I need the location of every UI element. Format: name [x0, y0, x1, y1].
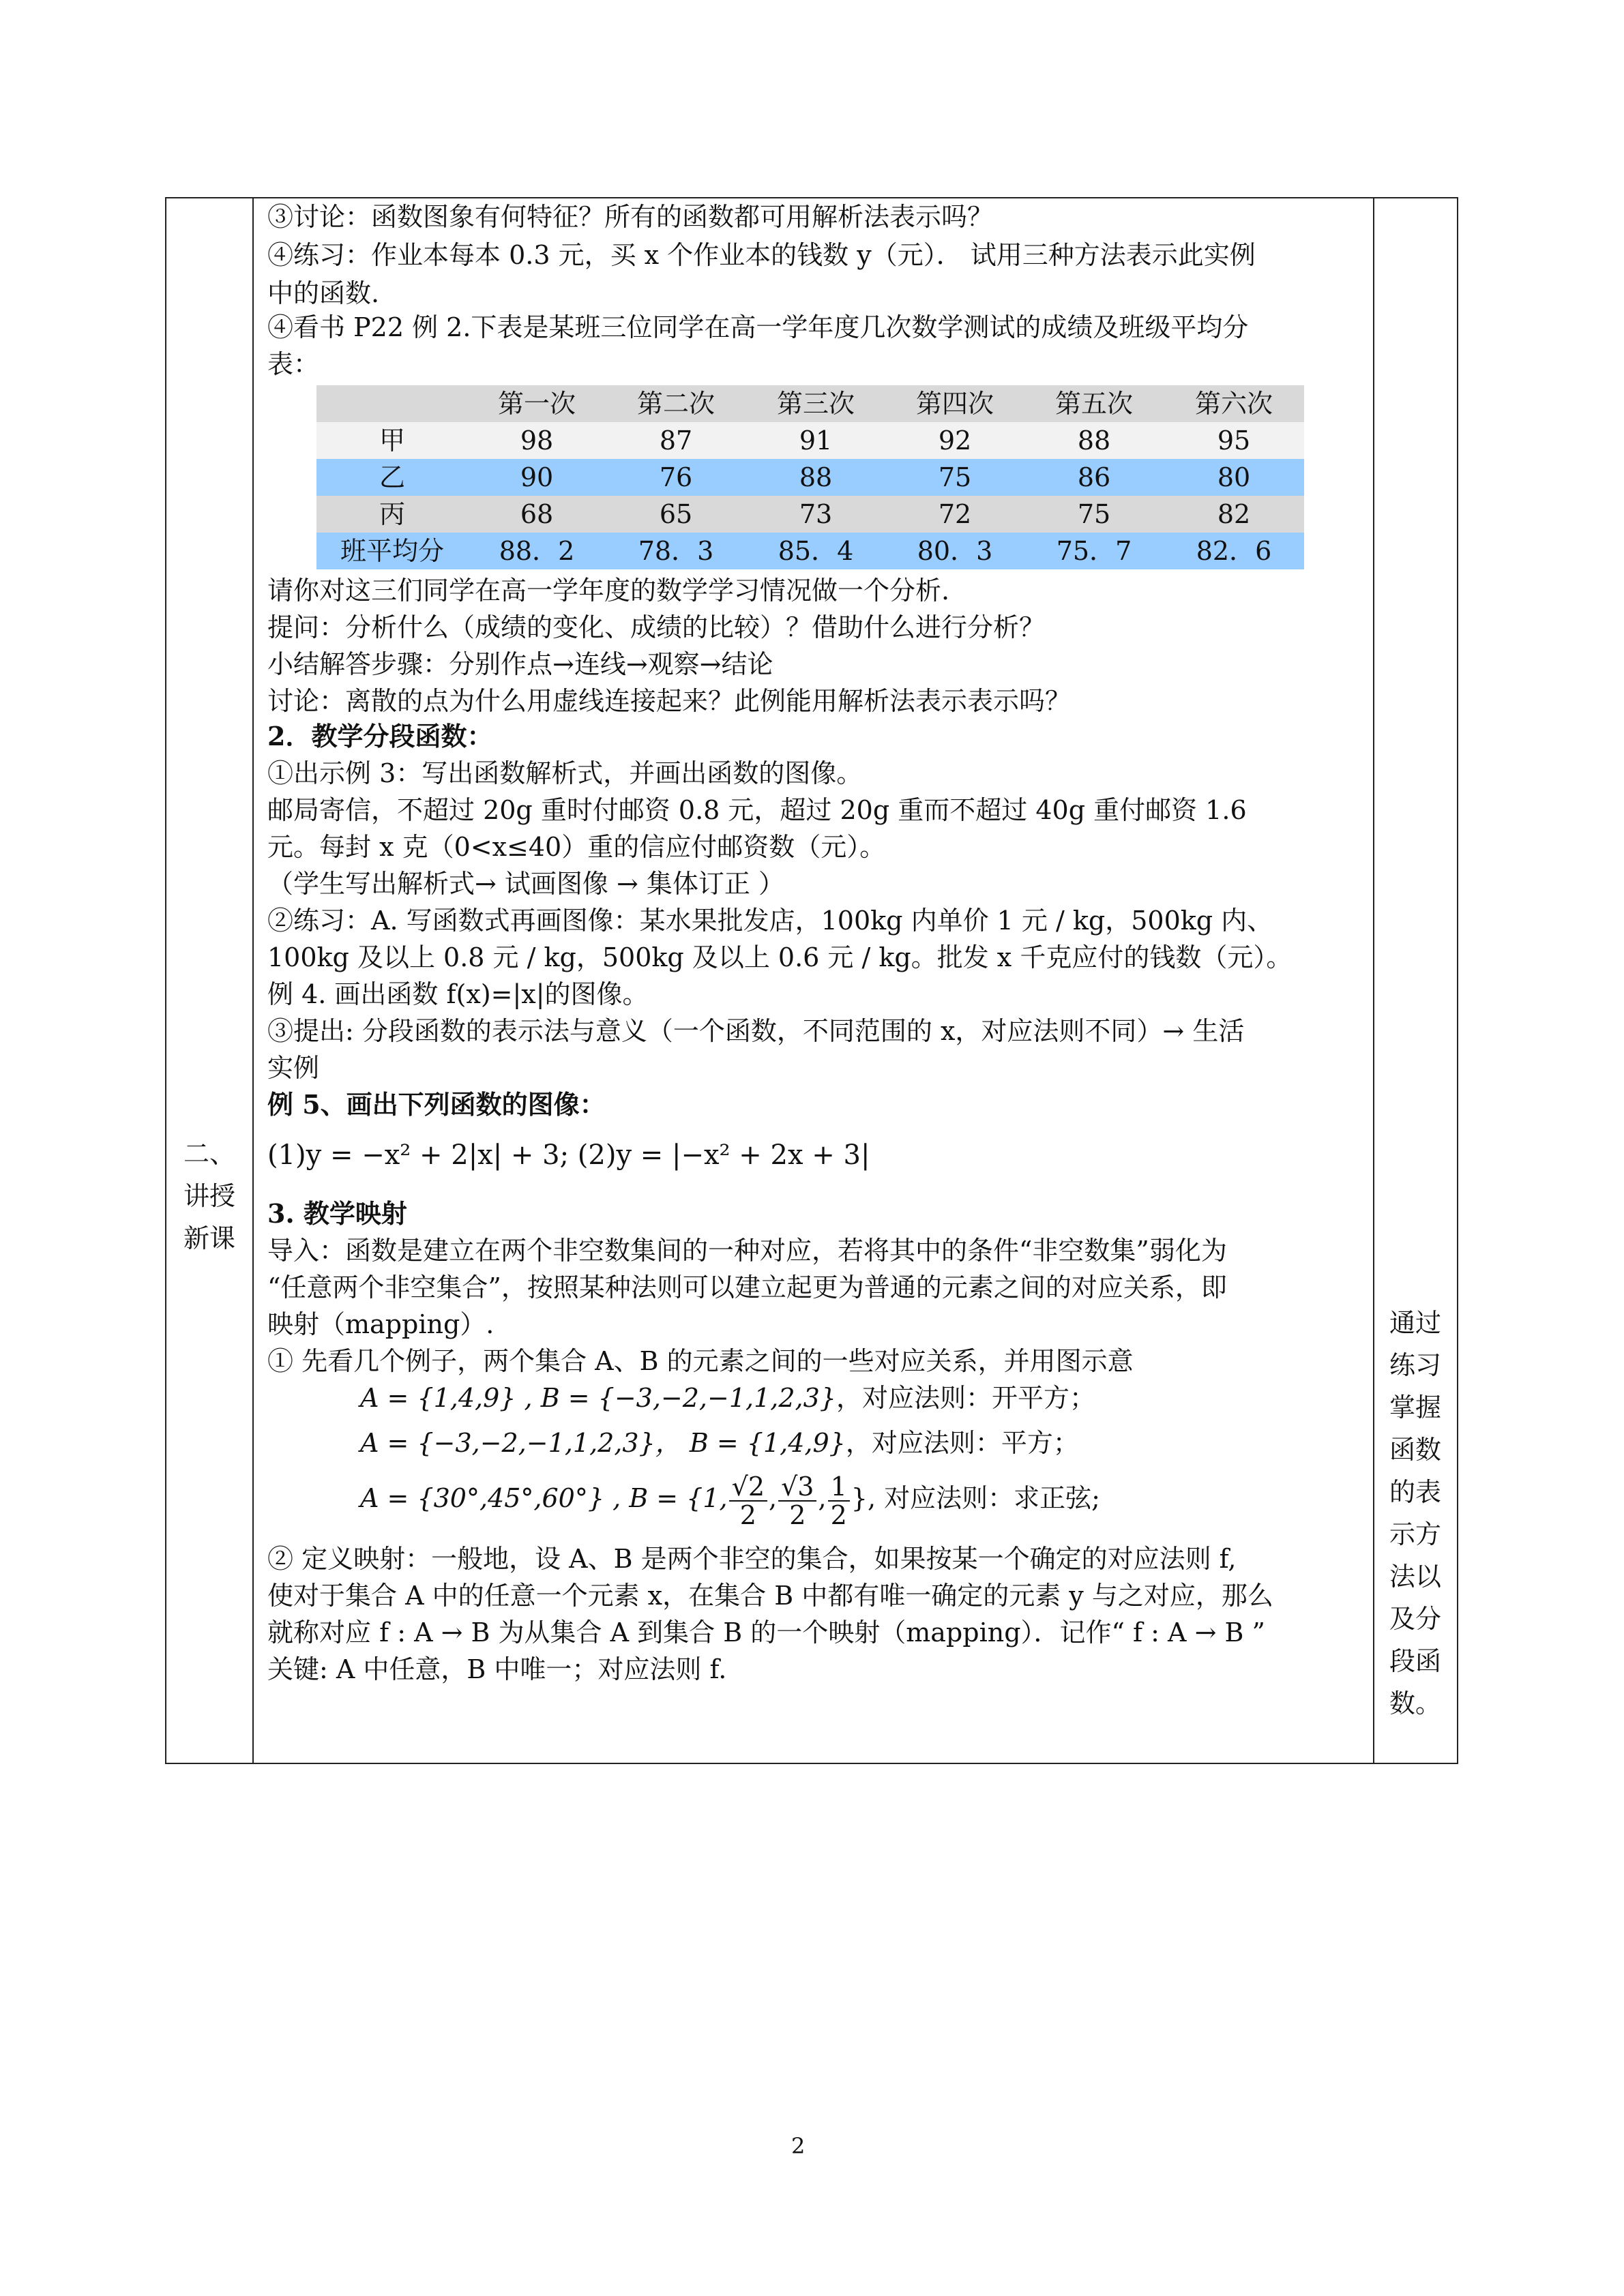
table-cell: 76 [659, 462, 693, 492]
fraction [778, 1473, 816, 1529]
table-cell: 68 [520, 499, 554, 529]
text-line: 导入：函数是建立在两个非空数集间的一种对应，若将其中的条件“非空数集”弱化为 [267, 1236, 1227, 1266]
section-label-line: 二、 [183, 1139, 235, 1169]
table-cell: 75．7 [1056, 536, 1132, 566]
section-label-line: 讲授 [183, 1181, 235, 1211]
table-cell: 88 [1077, 426, 1111, 456]
table-cell: 75 [938, 462, 972, 492]
table-header-cell [316, 385, 468, 422]
table-cell: 85．4 [778, 536, 854, 566]
purpose-note-line: 及分 [1389, 1604, 1441, 1634]
table-cell: 乙 [379, 462, 405, 492]
example-line: A = {30°,45°,60°} , B = {1, $\frac{√2}{2}$ , $\frac{√3}{2}$ , $\frac{1}{2}$ }, 对应法则：求正弦; [360, 1471, 1100, 1530]
purpose-note-line: 函数 [1389, 1435, 1441, 1465]
text-line: 映射（mapping）. [267, 1309, 494, 1339]
formula: (1)y = −x² + 2|x| + 3; (2)y = |−x² + 2x + 3| [267, 1139, 870, 1171]
table-cell: 88．2 [499, 536, 575, 566]
table-header-cell: 第五次 [1054, 389, 1133, 419]
text-line: 提问：分析什么（成绩的变化、成绩的比较）？借助什么进行分析？ [267, 612, 1046, 642]
table-cell: 75 [1077, 499, 1111, 529]
text-line: ② 定义映射：一般地，设 A、B 是两个非空的集合，如果按某一个确定的对应法则 f, [267, 1544, 1237, 1574]
purpose-note-line: 示方 [1389, 1519, 1441, 1549]
table-cell: 86 [1077, 462, 1111, 492]
fraction-denominator: 2 [739, 1500, 756, 1530]
text-line: ③提出: 分段函数的表示法与意义（一个函数，不同范围的 x，对应法则不同）→ 生活 [267, 1016, 1245, 1046]
purpose-note-line: 段函 [1389, 1646, 1441, 1676]
text-line: 例 4. 画出函数 f(x)=|x|的图像。 [267, 979, 649, 1009]
table-cell: 87 [659, 426, 693, 456]
lesson-table [165, 197, 1458, 1764]
table-cell: 80 [1217, 462, 1251, 492]
text-line: 邮局寄信，不超过 20g 重时付邮资 0.8 元，超过 20g 重而不超过 40g 重付邮资 1.6 [267, 795, 1247, 825]
text-line: 中的函数. [267, 278, 380, 308]
text-line: ④练习：作业本每本 0.3 元，买 x 个作业本的钱数 y（元）． 试用三种方法表示此实例 [267, 240, 1256, 270]
set-formula: A = {−3,−2,−1,1,2,3} [360, 1428, 655, 1458]
text-line: “任意两个非空集合”，按照某种法则可以建立起更为普通的元素之间的对应关系，即 [267, 1272, 1227, 1302]
text-line: ②练习：A. 写函数式再画图像：某水果批发店，100kg 内单价 1 元 / kg，500kg 内、 [267, 906, 1273, 936]
rule-text: ，对应法则：平方； [845, 1428, 1079, 1458]
text-line: 小结解答步骤：分别作点→连线→观察→结论 [267, 649, 773, 679]
table-cell: 82．6 [1196, 536, 1272, 566]
fraction-numerator: √3 [778, 1473, 816, 1502]
purpose-note-line: 的表 [1389, 1477, 1441, 1507]
text-line: 使对于集合 A 中的任意一个元素 x，在集合 B 中都有唯一确定的元素 y 与之对应，那么 [267, 1581, 1273, 1611]
text-line: ③讨论：函数图象有何特征？所有的函数都可用解析法表示吗？ [267, 202, 994, 232]
table-cell: 98 [520, 426, 554, 456]
table-header-cell: 第二次 [636, 389, 715, 419]
table-cell: 82 [1217, 499, 1251, 529]
table-header-cell: 第六次 [1194, 389, 1273, 419]
section-heading: 3. 教学映射 [267, 1198, 407, 1229]
table-cell: 92 [938, 426, 972, 456]
text-line: 100kg 及以上 0.8 元 / kg，500kg 及以上 0.6 元 / kg。批发 x 千克应付的钱数（元）。 [267, 942, 1293, 972]
table-cell: 90 [520, 462, 554, 492]
table-header-cell: 第一次 [497, 389, 576, 419]
text-line: 关键: A 中任意，B 中唯一；对应法则 f. [267, 1654, 727, 1684]
purpose-note-line: 数。 [1389, 1688, 1441, 1718]
set-formula: A = {30°,45°,60°} , B = {1, [360, 1483, 728, 1513]
table-cell: 72 [938, 499, 972, 529]
set-formula: ， B = {1,4,9} [655, 1428, 846, 1458]
text-line: 讨论：离散的点为什么用虚线连接起来？此例能用解析法表示表示吗？ [267, 686, 1072, 716]
set-formula: A = {1,4,9} , B = {−3,−2,−1,1,2,3} [360, 1383, 836, 1413]
purpose-note-line: 法以 [1389, 1562, 1441, 1592]
fraction-denominator: 2 [830, 1500, 847, 1530]
table-cell: 91 [799, 426, 833, 456]
purpose-note-line: 练习 [1389, 1350, 1441, 1380]
fraction-denominator: 2 [789, 1500, 806, 1530]
section-heading: 例 5、画出下列函数的图像： [267, 1089, 606, 1120]
table-cell: 88 [799, 462, 833, 492]
page-number: 2 [791, 2133, 806, 2159]
table-row [316, 422, 1304, 459]
table-header-row [316, 385, 1304, 422]
text-line: 请你对这三们同学在高一学年度的数学学习情况做一个分析. [267, 576, 950, 606]
fraction-numerator: 1 [828, 1473, 850, 1502]
column-divider [252, 198, 254, 1763]
table-cell: 78．3 [638, 536, 714, 566]
example-line [360, 1425, 1079, 1461]
table-cell: 班平均分 [340, 536, 444, 566]
text-line: 实例 [267, 1053, 320, 1083]
text-line: 就称对应 f : A → B 为从集合 A 到集合 B 的一个映射（mapping）．记作“ f : A → B ” [267, 1617, 1265, 1648]
fraction-numerator: √2 [729, 1473, 767, 1502]
rule-text: ，对应法则：开平方； [836, 1383, 1095, 1413]
table-header-cell: 第四次 [915, 389, 994, 419]
table-cell: 65 [659, 499, 693, 529]
text-line: 表： [267, 349, 320, 379]
text-line: ④看书 P22 例 2.下表是某班三位同学在高一学年度几次数学测试的成绩及班级平均分 [267, 312, 1249, 342]
table-cell: 80．3 [917, 536, 993, 566]
table-cell: 丙 [379, 499, 405, 529]
table-cell: 95 [1217, 426, 1251, 456]
table-row [316, 459, 1304, 496]
fraction [828, 1473, 850, 1529]
text-line: （学生写出解析式→ 试画图像 → 集体订正 ） [267, 869, 784, 899]
table-cell: 73 [799, 499, 833, 529]
text-line: ①出示例 3：写出函数解析式，并画出函数的图像。 [267, 758, 863, 788]
purpose-note-line: 掌握 [1389, 1392, 1441, 1422]
section-label-line: 新课 [183, 1223, 235, 1253]
rule-text: }, 对应法则：求正弦; [851, 1483, 1100, 1513]
table-row [316, 533, 1304, 569]
purpose-note [1374, 1302, 1456, 1725]
text-line: 元。每封 x 克（0<x≤40）重的信应付邮资数（元）。 [267, 832, 886, 862]
purpose-note-line: 通过 [1389, 1308, 1441, 1338]
table-cell: 甲 [379, 426, 405, 456]
score-table [316, 385, 1304, 569]
section-heading: 2．教学分段函数： [267, 721, 493, 751]
table-row [316, 496, 1304, 533]
fraction [729, 1473, 767, 1529]
example-line [360, 1380, 1095, 1416]
text-line: ① 先看几个例子，两个集合 A、B 的元素之间的一些对应关系，并用图示意 [267, 1346, 1134, 1376]
table-header-cell: 第三次 [776, 389, 855, 419]
section-label [166, 1133, 252, 1259]
